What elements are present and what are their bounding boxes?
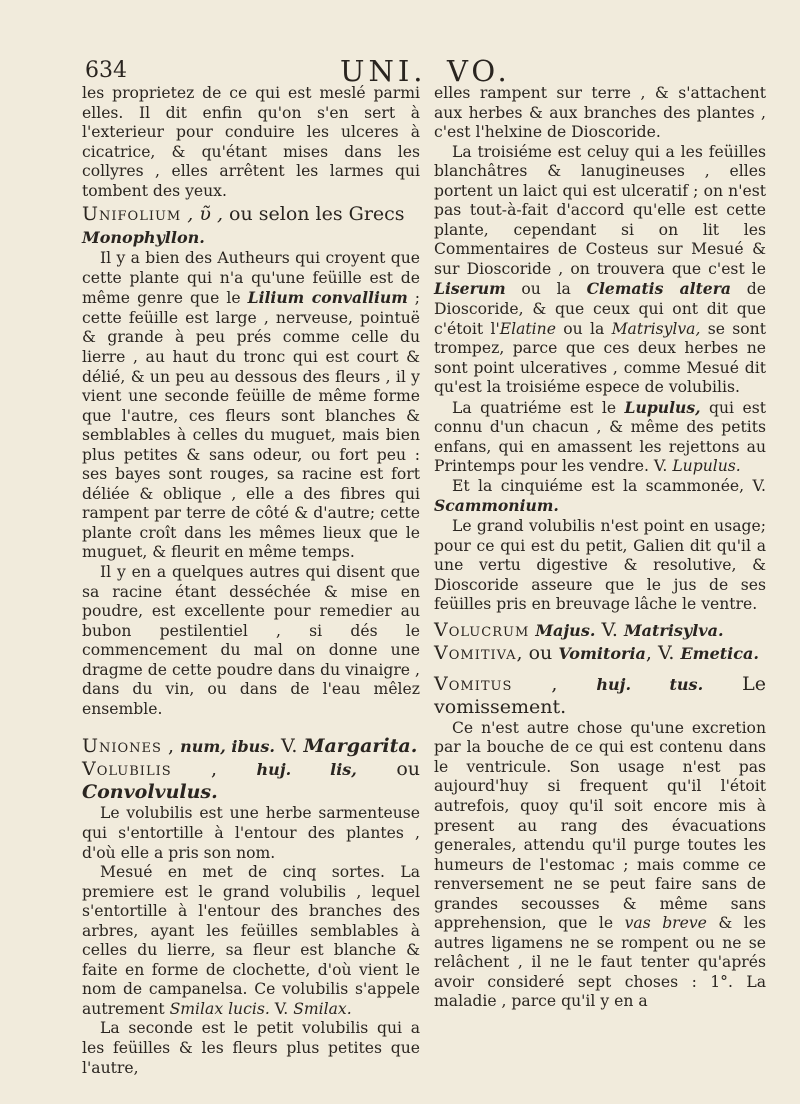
entry-vomitiva — [434, 642, 766, 665]
text: Mesué en met de cinq sortes. La premiere est le grand volubilis , lequel s'entortille à l'entour des branches des arbres, ayant les feüilles semblables à celles du lierre, sa fleur est blanche & faite en forme de clochette, d'où vient le nom de campanelsa. Ce volubilis s'appele autrement — [82, 863, 420, 1018]
entry-text: ou selon les Grecs — [229, 203, 405, 226]
entry-ref: V. — [601, 618, 618, 641]
text: La quatriéme est le — [452, 398, 625, 417]
page-number: 634 — [85, 58, 127, 83]
entry-crossref: Vomitoria — [558, 643, 646, 663]
entry-grammar: huj. tus. — [596, 674, 704, 694]
paragraph — [434, 398, 766, 477]
entry-crossref: Margarita. — [303, 735, 418, 758]
text: V. — [269, 999, 294, 1018]
left-column — [82, 84, 420, 1078]
paragraph: Le grand volubilis n'est point en usage; pour ce qui est du petit, Galien dit qu'il a une vertu digestive & resolutive, & Dioscoride asseure que le jus de ses feüilles pris en breuvage lâche le ventre. — [434, 517, 766, 614]
entry-vomitus: Vomitus , huj. tus. Le vomissement. — [434, 672, 767, 718]
entry-unifolium — [82, 203, 420, 249]
italic-term: Smilax. — [293, 999, 352, 1018]
text: de Dioscoride, & que ceux qui ont dit que c'étoit l' — [434, 280, 766, 338]
entry-text: Le vomissement. — [434, 672, 767, 718]
right-column — [434, 84, 766, 1012]
paragraph — [434, 477, 766, 517]
text: Et la cinquiéme est la scammonée, V. — [452, 476, 766, 495]
italic-term: Elatine — [499, 319, 556, 338]
italic-term: vas breve — [624, 914, 707, 933]
entry-crossref: Convolvulus. — [82, 781, 218, 804]
italic-term: Smilax lucis. — [169, 999, 270, 1018]
entry-uniones: Uniones , num, ibus. V. Margarita. — [82, 735, 418, 758]
entry-grammar: huj. lis, — [256, 760, 357, 780]
paragraph: elles rampent sur terre , & s'attachent aux herbes & aux branches des plantes , c'est l'helxine de Dioscoride. — [434, 84, 766, 142]
header-left-title: UNI. — [340, 54, 427, 88]
entry-ref: , V. — [645, 641, 675, 664]
entry-headword: Volubilis — [82, 758, 172, 781]
text: Ce n'est autre chose qu'une excretion par la bouche de ce qui est contenu dans le ventricule. Son usage n'est pas aujourd'huy si frequent qu'il l'étoit autrefois, quoy qu'il soit encore mis à present au rang des évacuations generales, attendu qu'il purge toutes les humeurs de l'estomac ; mais comme ce renversement ne se peut faire sans de grandes secousses & même sans apprehension, que le — [434, 718, 766, 933]
entry-greek: , ῦ , — [181, 203, 230, 226]
header-right-title: VO. — [447, 54, 511, 88]
italic-term: Clematis altera — [586, 279, 732, 299]
text: Il y a bien des Autheurs qui croyent que cette plante qui n'a qu'une feüille est de même genre que le — [82, 249, 420, 308]
entry-headword: Volucrum — [434, 618, 530, 641]
entry-volubilis: Volubilis , huj. lis, ou Convolvulus. — [82, 758, 420, 804]
italic-term: Lilium convallium — [247, 288, 408, 308]
entry-crossref: Majus. — [535, 620, 596, 640]
entry-headword: Vomitiva — [434, 641, 517, 664]
entry-headword: Unifolium — [82, 203, 182, 226]
paragraph: La seconde est le petit volubilis qui a les feüilles & les fleurs plus petites que l'autre, — [82, 1019, 420, 1077]
running-header — [0, 54, 800, 88]
entry-alt-name: Monophyllon. — [82, 228, 205, 248]
text: ; cette feüille est large , nerveuse, pointuë & grande à peu prés comme celle du lierre , au haut du tronc qui est court & délié, & un peu au dessous des fleurs , il y vient une seconde feüille de même forme que l'autre, ces fleurs sont blanches & semblables à celles du muguet, mais bien plus petites & sans odeur, ou fort peu : ses bayes sont rouges, sa racine est fort déliée & oblique , elle a des fibres qui rampent par terre de côté & d'autre; cette plante croît dans les mêmes lieux que le muguet, & fleurit en même temps. — [82, 289, 420, 562]
entry-volucrum — [434, 619, 766, 642]
paragraph: Il y en a quelques autres qui disent que sa racine étant desséchée & mise en poudre, est excellente pour remedier au bubon pestilentiel , si dés le commencement du mal on donne une dragme de cette poudre dans du vinaigre , dans du vin, ou dans de l'eau mêlez ensemble. — [82, 563, 420, 718]
text: qui est connu d'un chacun , & même des petits enfans, qui en amassent les rejettons au Printemps pour les vendre. V. — [434, 398, 766, 476]
entry-crossref: Emetica. — [680, 643, 759, 663]
text: ou la — [555, 319, 612, 338]
italic-term: Liserum — [434, 279, 506, 299]
entry-crossref: Matrisylva. — [623, 620, 724, 640]
text: ou la — [505, 280, 587, 299]
paragraph — [434, 143, 766, 398]
entry-headword: Uniones — [82, 735, 162, 758]
italic-term: Matrisylva, — [611, 319, 701, 338]
paragraph — [82, 863, 420, 1019]
text: La troisiéme est celuy qui a les feüilles blanchâtres & lanugineuses , elles portent un laict qui est ulceratif ; on n'est pas tout-à-fait d'accord qu'elle est cette plante, cependant si on lit les Commentaires de Costeus sur Mesué & sur Dioscoride , on trouvera que c'est le — [434, 142, 766, 278]
paragraph — [434, 719, 766, 1012]
entry-ou: ou — [396, 758, 420, 781]
paragraph — [82, 249, 420, 563]
italic-term: Scammonium. — [434, 496, 559, 516]
paragraph: Le volubilis est une herbe sarmenteuse qui s'entortille à l'entour des plantes , d'où elle a pris son nom. — [82, 804, 420, 862]
text: & les autres ligamens ne se rompent ou ne se relâchent , il ne le faut tenter qu'aprés avoir consideré sept choses : 1°. La maladie , parce qu'il y en a — [434, 914, 766, 1011]
entry-headword: Vomitus — [434, 672, 513, 695]
italic-term: Lupulus. — [672, 457, 741, 476]
entry-grammar: num, ibus. — [180, 737, 275, 757]
text: se sont trompez, parce que ces deux herbes ne sont point ulceratives , comme Mesué dit qu'est la troisiéme espece de volubilis. — [434, 319, 766, 397]
entry-ref: V. — [280, 735, 298, 758]
italic-term: Lupulus, — [624, 397, 701, 417]
paragraph: les proprietez de ce qui est meslé parmi elles. Il dit enfin qu'on s'en sert à l'exterieur pour conduire les ulceres à cicatrice, & qu'étant mises dans les collyres , elles arrêtent les larmes qui tombent des yeux. — [82, 84, 420, 200]
entry-ou: , ou — [516, 641, 553, 664]
